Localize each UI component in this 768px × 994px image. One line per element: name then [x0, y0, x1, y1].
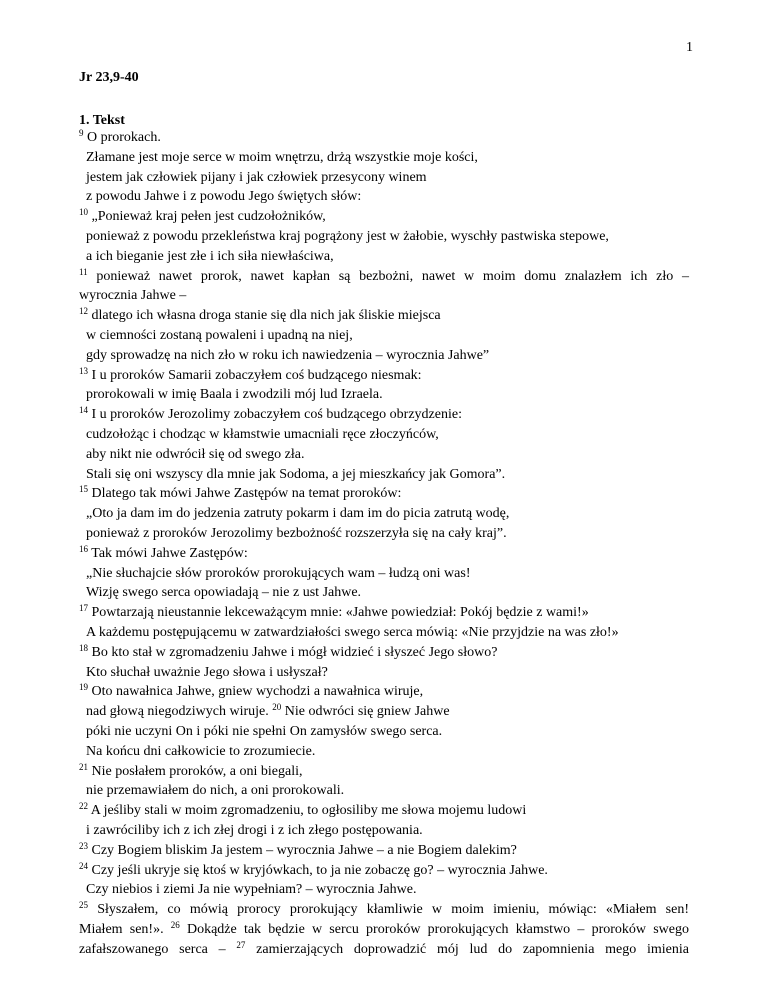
text-line — [79, 365, 422, 384]
line-text: A każdemu postępującemu w zatwardziałości swego serca mówią: «Nie przyjdzie na was zło!» — [86, 625, 619, 640]
text-line — [86, 328, 353, 344]
line-text: zafałszowanego serca – — [79, 941, 237, 957]
text-line — [86, 189, 361, 205]
line-text: Słyszałem, co mówią prorocy prorokujący kłamliwie w moim imieniu, mówiąc: «Miałem sen! — [88, 902, 689, 918]
text-line — [79, 308, 441, 324]
verse-number: 27 — [236, 939, 246, 950]
line-text: nad głową niegodziwych wiruje. — [86, 704, 273, 720]
line-text: jestem jak człowiek pijany i jak człowiek przesycony winem — [86, 169, 427, 185]
text-line — [79, 939, 689, 958]
text-line — [79, 840, 517, 859]
text-line — [86, 823, 423, 839]
line-text: Nie posłałem proroków, a oni biegali, — [88, 763, 303, 779]
line-text: zamierzających doprowadzić mój lud do zapomnienia mego imienia — [245, 941, 689, 957]
line-text: wyrocznia Jahwe – — [79, 288, 187, 304]
chapter-reference: Jr 23,9-40 — [79, 70, 139, 85]
line-text: dlatego ich własna droga stanie się dla nich jak śliskie miejsca — [88, 308, 441, 324]
line-text: prorokowali w imię Baala i zwodzili mój lud Izraela. — [86, 387, 383, 403]
text-line — [79, 130, 161, 146]
verse-number: 24 — [79, 860, 88, 871]
text-line — [86, 744, 315, 760]
text-line — [79, 860, 548, 879]
line-text: z powodu Jahwe i z powodu Jego świętych słów: — [86, 189, 362, 205]
text-line — [86, 585, 361, 601]
line-text: nie przemawiałem do nich, a oni prorokowali. — [86, 783, 345, 799]
verse-number: 11 — [79, 266, 88, 277]
text-line — [86, 526, 507, 542]
line-text: w ciemności zostaną powaleni i upadną na niej, — [86, 328, 353, 343]
line-text: aby nikt nie odwrócił się od swego zła. — [86, 446, 305, 462]
text-line — [86, 783, 344, 799]
line-text: „Nie słuchajcie słów proroków prorokujących wam – łudzą oni was! — [86, 565, 471, 581]
verse-number: 20 — [272, 702, 282, 713]
text-line — [86, 447, 305, 463]
line-text: Nie odwróci się gniew Jahwe — [281, 704, 450, 720]
text-line — [86, 704, 450, 720]
text-line — [86, 249, 334, 265]
line-text: Na końcu dni całkowicie to zrozumiecie. — [86, 743, 316, 759]
text-line — [79, 543, 248, 562]
text-line — [86, 506, 509, 522]
verse-number: 13 — [79, 365, 88, 376]
text-line — [86, 882, 416, 898]
line-text: Złamane jest moje serce w moim wnętrzu, drżą wszystkie moje kości, — [86, 149, 478, 165]
line-text: Tak mówi Jahwe Zastępów: — [88, 545, 248, 561]
text-line — [79, 266, 689, 285]
line-text: O prorokach. — [83, 130, 161, 145]
text-line — [79, 803, 526, 819]
line-text: „Oto ja dam im do jedzenia zatruty pokarm i dam im do picia zatrutą wodę, — [86, 506, 510, 522]
verse-number: 16 — [79, 543, 88, 554]
verse-number: 10 — [79, 207, 88, 218]
verse-number: 26 — [170, 920, 180, 930]
verse-number: 14 — [79, 405, 88, 416]
line-text: ponieważ nawet prorok, nawet kapłan są bezbożni, nawet w moim domu znalazłem ich zło – — [87, 268, 689, 284]
text-line — [86, 170, 427, 186]
line-text: Stali się oni wszyscy dla mnie jak Sodoma, a jej mieszkańcy jak Gomora”. — [86, 466, 506, 482]
line-text: Powtarzają nieustannie lekceważącym mnie: «Jahwe powiedział: Pokój będzie z wami!» — [88, 605, 589, 621]
verse-number: 19 — [79, 682, 88, 693]
text-line — [86, 150, 478, 166]
text-line — [79, 922, 689, 938]
text-line — [79, 407, 462, 423]
text-line — [86, 566, 471, 582]
line-text: Czy Bogiem bliskim Ja jestem – wyrocznia Jahwe – a nie Bogiem dalekim? — [88, 842, 517, 858]
line-text: Miałem sen!». — [79, 922, 171, 937]
line-text: Czy niebios i ziemi Ja nie wypełniam? – wyrocznia Jahwe. — [86, 882, 417, 898]
verse-number: 21 — [79, 761, 88, 772]
verse-number: 18 — [79, 642, 88, 653]
line-text: Kto słuchał uważnie Jego słowa i usłyszał? — [86, 664, 328, 680]
text-line — [79, 684, 423, 700]
verse-number: 25 — [79, 900, 88, 911]
text-line — [86, 427, 439, 443]
verse-number: 9 — [79, 128, 84, 138]
line-text: Bo kto stał w zgromadzeniu Jahwe i mógł widzieć i słyszeć Jego słowo? — [88, 644, 498, 660]
line-text: I u proroków Jerozolimy zobaczyłem coś budzącego obrzydzenie: — [88, 407, 462, 423]
line-text: Oto nawałnica Jahwe, gniew wychodzi a nawałnica wiruje, — [88, 684, 424, 700]
verse-number: 17 — [79, 603, 88, 614]
verse-number: 12 — [79, 306, 88, 317]
text-line — [86, 387, 383, 403]
text-line — [86, 724, 442, 740]
text-line — [86, 665, 328, 681]
line-text: A jeśliby stali w moim zgromadzeniu, to ogłosiliby me słowa mojemu ludowi — [88, 803, 527, 819]
page-number: 1 — [686, 40, 693, 55]
line-text: cudzołożąc i chodząc w kłamstwie umacniali ręce złoczyńców, — [86, 427, 439, 442]
text-line — [79, 605, 589, 621]
line-text: gdy sprowadzę na nich zło w roku ich nawiedzenia – wyrocznia Jahwe” — [86, 347, 490, 363]
line-text: Czy jeśli ukryje się ktoś w kryjówkach, to ja nie zobaczę go? – wyrocznia Jahwe. — [88, 862, 548, 878]
text-line — [79, 761, 303, 780]
line-text: I u proroków Samarii zobaczyłem coś budzącego niesmak: — [88, 367, 422, 383]
line-text: i zawróciliby ich z ich złej drogi i z ich złego postępowania. — [86, 823, 423, 838]
line-text: póki nie uczyni On i póki nie spełni On zamysłów swego serca. — [86, 724, 443, 739]
text-line — [79, 902, 689, 918]
line-text: ponieważ z proroków Jerozolimy bezbożność rozszerzyła się na cały kraj”. — [86, 526, 507, 541]
text-line — [86, 467, 505, 483]
text-line — [79, 486, 401, 502]
line-text: Wizję swego serca opowiadają – nie z ust Jahwe. — [86, 585, 362, 601]
verse-number: 22 — [79, 801, 88, 812]
text-line — [86, 625, 619, 641]
text-line — [86, 348, 489, 364]
line-text: „Ponieważ kraj pełen jest cudzołożników, — [88, 209, 326, 225]
line-text: Dlatego tak mówi Jahwe Zastępów na temat proroków: — [88, 486, 402, 502]
verse-number: 15 — [79, 484, 88, 495]
verse-number: 23 — [79, 840, 88, 851]
section-title: 1. Tekst — [79, 113, 125, 128]
line-text: ponieważ z powodu przekleństwa kraj pogrążony jest w żałobie, wyschły pastwiska stepowe, — [86, 229, 609, 244]
text-line — [79, 209, 326, 225]
text-line — [79, 642, 498, 661]
text-line — [79, 288, 186, 304]
text-line — [86, 229, 609, 245]
line-text: a ich bieganie jest złe i ich siła niewłaściwa, — [86, 248, 334, 264]
line-text: Dokądże tak będzie w sercu proroków prorokujących kłamstwo – proroków swego — [179, 922, 689, 937]
